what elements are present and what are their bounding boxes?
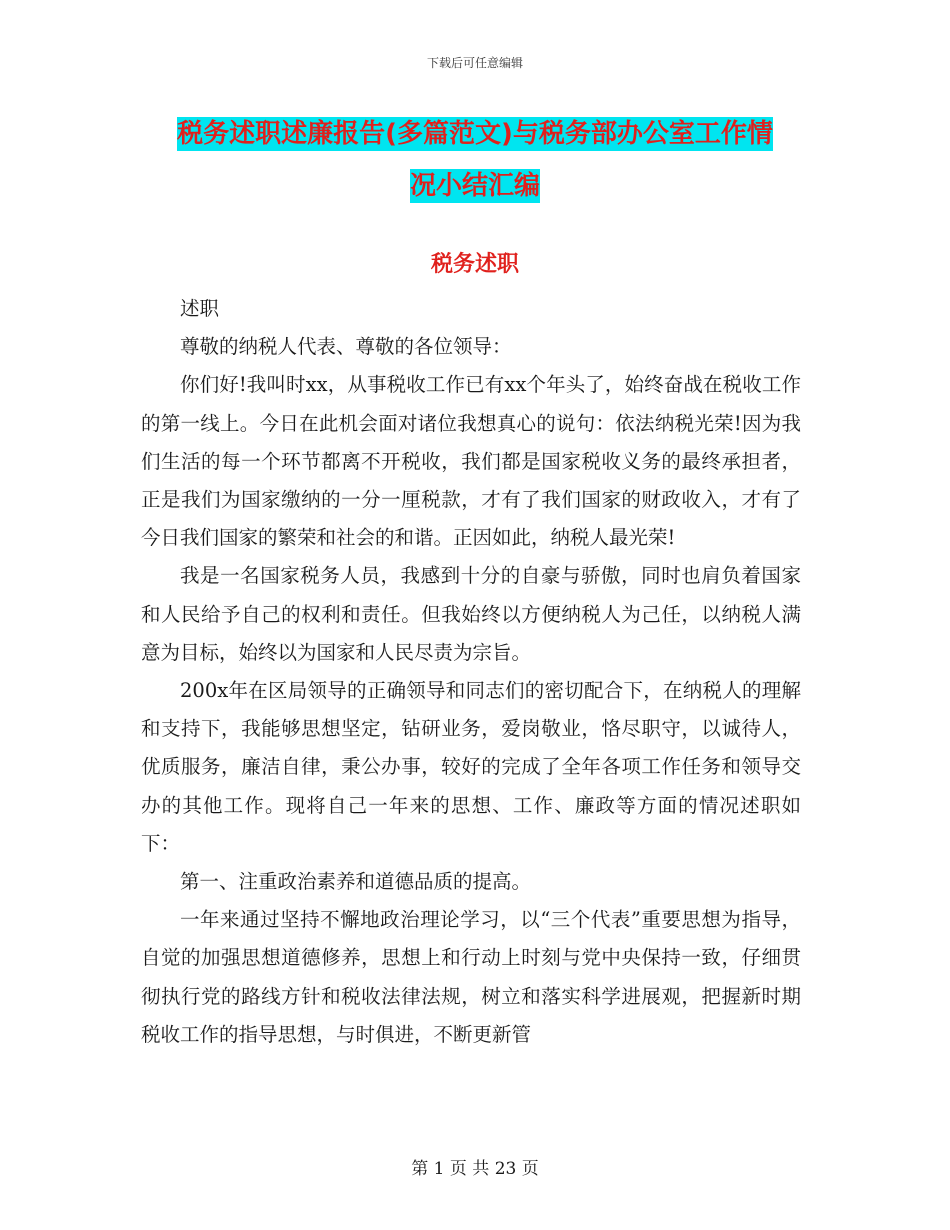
paragraph: 一年来通过坚持不懈地政治理论学习，以“三个代表”重要思想为指导，自觉的加强思想道德修养，思想上和行动上时刻与党中央保持一致，仔细贯彻执行党的路线方针和税收法律法规，树立和落实科学进展观，把握新时期税收工作的指导思想，与时俱进，不断更新管 bbox=[141, 908, 801, 1046]
paragraph: 你们好!我叫时xx，从事税收工作已有xx个年头了，始终奋战在税收工作的第一线上。今日在此机会面对诸位我想真心的说句：依法纳税光荣!因为我们生活的每一个环节都离不开税收，我们都是国家税收义务的最终承担者，正是我们为国家缴纳的一分一厘税款，才有了我们国家的财政收入，才有了今日我们国家的繁荣和社会的和谐。正因如此，纳税人最光荣! bbox=[141, 373, 801, 550]
paragraph: 第一、注重政治素养和道德品质的提高。 bbox=[180, 870, 532, 894]
page-footer: 第 1 页 共 23 页 bbox=[411, 1159, 539, 1179]
header-note: 下载后可任意编辑 bbox=[426, 56, 523, 70]
paragraph: 200x年在区局领导的正确领导和同志们的密切配合下，在纳税人的理解和支持下，我能够思想坚定，钻研业务，爱岗敬业，恪尽职守，以诚待人，优质服务，廉洁自律，秉公办事，较好的完成了全年各项工作任务和领导交办的其他工作。现将自己一年来的思想、工作、廉政等方面的情况述职如下： bbox=[141, 679, 801, 855]
paragraph: 述职 bbox=[180, 297, 220, 320]
paragraph: 尊敬的纳税人代表、尊敬的各位领导： bbox=[180, 335, 512, 359]
section-title: 税务述职 bbox=[430, 252, 519, 277]
document-title-line-1: 税务述职述廉报告(多篇范文)与税务部办公室工作情 bbox=[177, 119, 773, 149]
document-title-line-2: 况小结汇编 bbox=[409, 171, 540, 201]
document-title bbox=[140, 108, 810, 212]
body-text bbox=[141, 290, 801, 1054]
paragraph: 我是一名国家税务人员，我感到十分的自豪与骄傲，同时也肩负着国家和人民给予自己的权利和责任。但我始终以方便纳税人为己任，以纳税人满意为目标，始终以为国家和人民尽责为宗旨。 bbox=[141, 564, 801, 664]
